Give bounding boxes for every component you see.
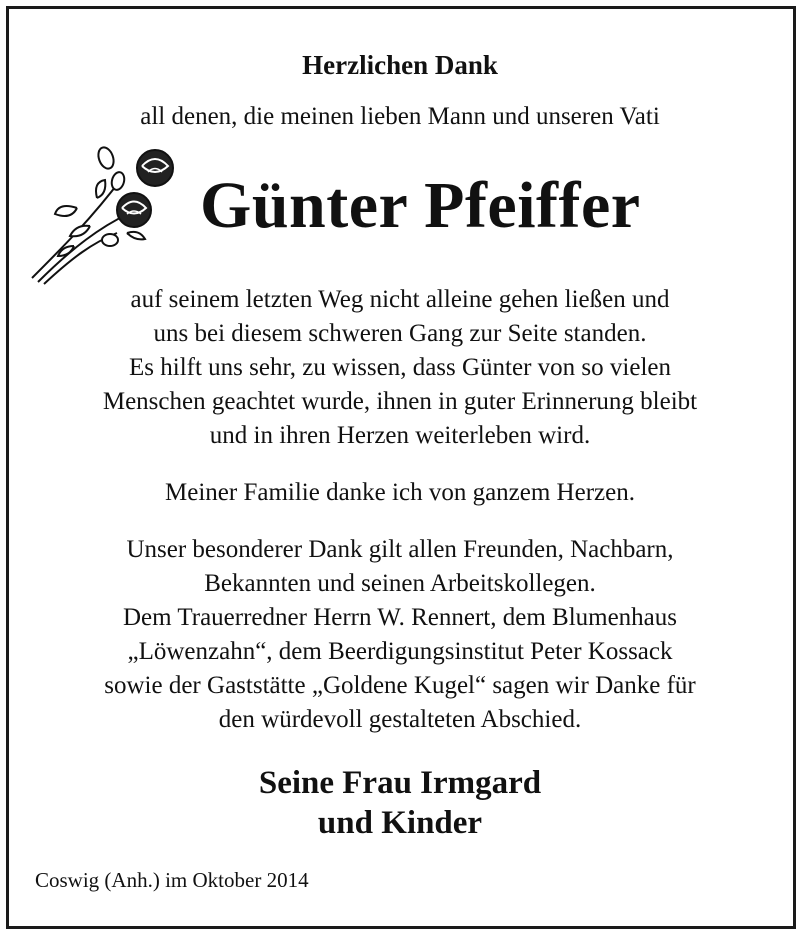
paragraph3-line: „Löwenzahn“, dem Beerdigungsinstitut Peter Kossack	[127, 638, 673, 665]
paragraph2-line: Meiner Familie danke ich von ganzem Herzen.	[165, 479, 635, 506]
signature-line: und Kinder	[317, 805, 483, 841]
deceased-name: Günter Pfeiffer	[200, 169, 641, 242]
paragraph3-line: Unser besonderer Dank gilt allen Freunden, Nachbarn,	[126, 536, 674, 563]
paragraph1-line: uns bei diesem schweren Gang zur Seite standen.	[153, 320, 647, 347]
paragraph1-line: auf seinem letzten Weg nicht alleine gehen ließen und	[130, 286, 670, 313]
paragraph3-line: Dem Trauerredner Herrn W. Rennert, dem Blumenhaus	[122, 604, 678, 631]
place-date: Coswig (Anh.) im Oktober 2014	[35, 868, 309, 892]
paragraph1-line: und in ihren Herzen weiterleben wird.	[209, 422, 591, 449]
signature-line: Seine Frau Irmgard	[258, 765, 542, 801]
intro-line: all denen, die meinen lieben Mann und unseren Vati	[140, 103, 660, 130]
paragraph3-line: Bekannten und seinen Arbeitskollegen.	[204, 570, 596, 597]
paragraph3-line: sowie der Gaststätte „Goldene Kugel“ sagen wir Danke für	[104, 672, 696, 699]
notice-heading: Herzlichen Dank	[302, 50, 498, 80]
paragraph3-line: den würdevoll gestalteten Abschied.	[218, 706, 582, 733]
paragraph1-line: Es hilft uns sehr, zu wissen, dass Günter von so vielen	[129, 354, 671, 381]
paragraph1-line: Menschen geachtet wurde, ihnen in guter Erinnerung bleibt	[102, 388, 698, 415]
rose-icon	[22, 138, 192, 288]
